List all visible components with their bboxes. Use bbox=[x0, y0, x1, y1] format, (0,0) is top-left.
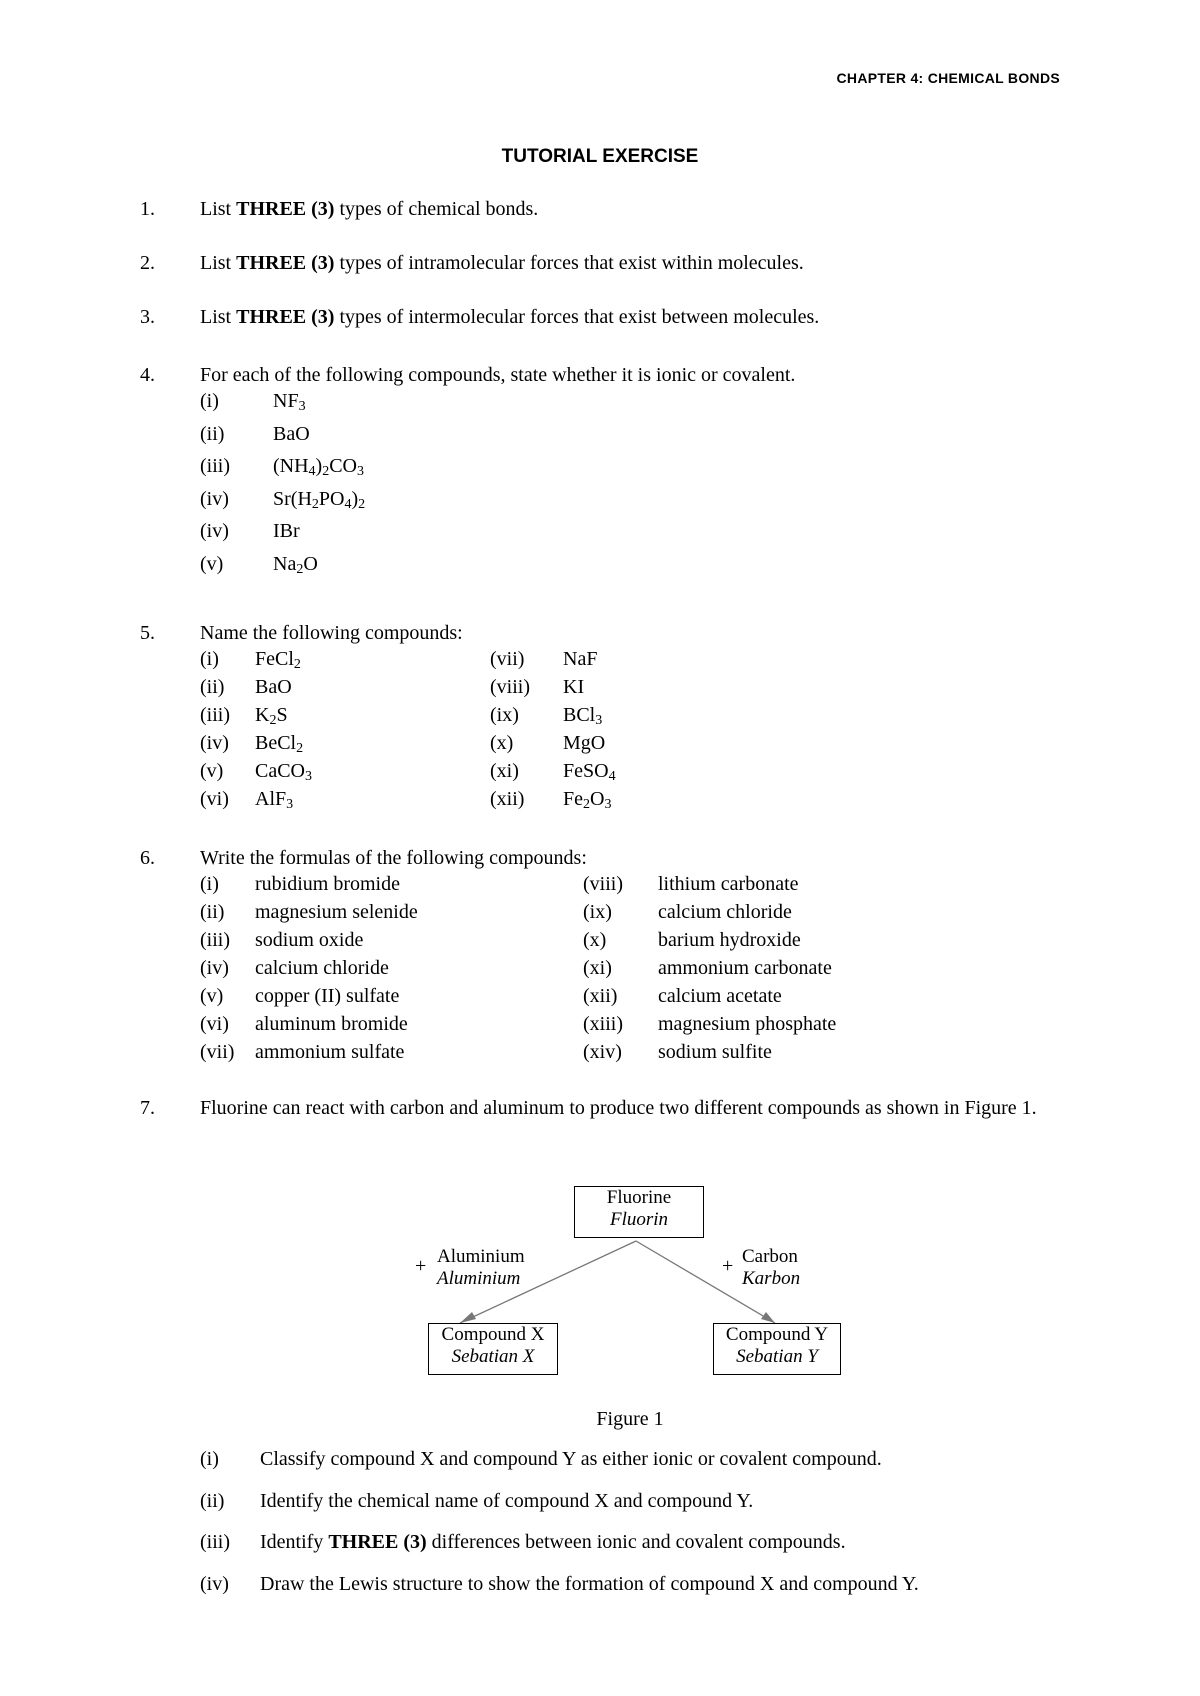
item-number: (x) bbox=[583, 929, 607, 951]
item-value: magnesium phosphate bbox=[658, 1013, 837, 1035]
subquestion-text: Identify the chemical name of compound X and compound Y. bbox=[260, 1489, 754, 1512]
item-value: CaCO$_3$ bbox=[255, 760, 312, 784]
item-value: $K_2S$ bbox=[255, 704, 288, 728]
item-value: $Fe_2O_3$ bbox=[563, 788, 612, 812]
item-value: IBr bbox=[273, 520, 300, 542]
item-number: (i) bbox=[200, 1448, 219, 1470]
aluminium-label: Aluminium Aluminium bbox=[437, 1246, 525, 1289]
item-number: (iv) bbox=[200, 520, 229, 542]
item-number: (xi) bbox=[490, 760, 519, 782]
item-value: FeCl$_2$ bbox=[255, 648, 301, 672]
item-value: FeSO$_4$ bbox=[563, 760, 616, 784]
item-value: BaO bbox=[255, 676, 292, 698]
question-7: 7. Fluorine can react with carbon and aluminum to produce two different compounds as shown in Figure 1. bbox=[140, 1097, 1037, 1119]
figure-caption: Figure 1 bbox=[596, 1408, 664, 1430]
page-title: TUTORIAL EXERCISE bbox=[501, 146, 699, 167]
question-5: 5. Name the following compounds: bbox=[140, 622, 463, 644]
item-value: MgO bbox=[563, 732, 606, 754]
item-value: AlF$_3$ bbox=[255, 788, 294, 812]
chapter-header: CHAPTER 4: CHEMICAL BONDS bbox=[836, 70, 1060, 86]
item-number: (viii) bbox=[583, 873, 623, 895]
compound-x-box: Compound X Sebatian X bbox=[428, 1323, 558, 1375]
item-value: magnesium selenide bbox=[255, 901, 418, 923]
question-number: 6. bbox=[140, 847, 155, 869]
item-number: (iv) bbox=[200, 957, 229, 979]
item-number: (vi) bbox=[200, 788, 229, 810]
question-6: 6. Write the formulas of the following compounds: bbox=[140, 847, 587, 869]
item-number: (vii) bbox=[490, 648, 525, 670]
item-value: sodium oxide bbox=[255, 929, 364, 951]
item-value: $Na_2O$ bbox=[273, 552, 318, 577]
subquestion-text: Identify THREE (3) differences between ionic and covalent compounds. bbox=[260, 1531, 846, 1553]
item-number: (xi) bbox=[583, 957, 612, 979]
item-value: BaO bbox=[273, 422, 310, 445]
item-value: $Sr(H_2PO_4)_2$ bbox=[273, 487, 366, 512]
question-number: 2. bbox=[140, 252, 155, 274]
item-number: (xii) bbox=[583, 985, 618, 1007]
item-value: rubidium bromide bbox=[255, 873, 400, 895]
item-number: (vi) bbox=[200, 1013, 229, 1035]
item-value: aluminum bromide bbox=[255, 1013, 408, 1035]
item-number: (v) bbox=[200, 985, 224, 1007]
item-value: sodium sulfite bbox=[658, 1041, 772, 1063]
subquestion-text: Classify compound X and compound Y as either ionic or covalent compound. bbox=[260, 1448, 882, 1470]
item-value: ammonium carbonate bbox=[658, 957, 832, 979]
compound-y-box: Compound Y Sebatian Y bbox=[713, 1323, 841, 1375]
item-value: copper (II) sulfate bbox=[255, 985, 400, 1007]
item-number: (viii) bbox=[490, 676, 530, 698]
item-number: (vii) bbox=[200, 1041, 235, 1063]
item-value: BCl$_3$ bbox=[563, 704, 603, 728]
question-number: 4. bbox=[140, 364, 155, 386]
item-number: (ix) bbox=[583, 901, 612, 923]
item-value: NaF bbox=[563, 648, 598, 670]
item-number: (ii) bbox=[200, 676, 225, 698]
question-3: 3. List THREE (3) types of intermolecular forces that exist between molecules. bbox=[140, 306, 820, 328]
item-number: (xii) bbox=[490, 788, 525, 810]
item-value: calcium chloride bbox=[255, 957, 389, 979]
item-value: calcium chloride bbox=[658, 901, 792, 923]
item-number: (iii) bbox=[200, 929, 230, 951]
item-value: $NF_3$ bbox=[273, 390, 306, 414]
item-number: (iv) bbox=[200, 1572, 229, 1595]
item-number: (iv) bbox=[200, 487, 229, 510]
item-number: (v) bbox=[200, 552, 224, 575]
item-value: BeCl$_2$ bbox=[255, 732, 304, 756]
figure-1-diagram bbox=[400, 1185, 860, 1380]
item-number: (ii) bbox=[200, 901, 225, 923]
item-value: KI bbox=[563, 676, 585, 698]
plus-sign: + bbox=[415, 1255, 427, 1277]
item-value: ammonium sulfate bbox=[255, 1041, 405, 1063]
question-1: 1. List THREE (3) types of chemical bonds. bbox=[140, 198, 539, 220]
item-number: (ii) bbox=[200, 1489, 225, 1512]
item-value: calcium acetate bbox=[658, 985, 782, 1007]
question-number: 5. bbox=[140, 622, 155, 644]
question-number: 7. bbox=[140, 1097, 155, 1119]
carbon-label: Carbon Karbon bbox=[742, 1246, 801, 1289]
item-value: barium hydroxide bbox=[658, 929, 801, 951]
item-number: (i) bbox=[200, 390, 219, 412]
item-number: (iii) bbox=[200, 704, 230, 726]
item-number: (xiii) bbox=[583, 1013, 623, 1035]
item-number: (x) bbox=[490, 732, 514, 754]
item-number: (iii) bbox=[200, 455, 230, 477]
item-number: (i) bbox=[200, 648, 219, 670]
item-number: (xiv) bbox=[583, 1041, 622, 1063]
plus-sign: + bbox=[722, 1255, 734, 1277]
item-number: (iii) bbox=[200, 1531, 230, 1553]
question-number: 3. bbox=[140, 306, 155, 328]
fluorine-box: Fluorine Fluorin bbox=[574, 1186, 704, 1238]
question-2: 2. List THREE (3) types of intramolecular forces that exist within molecules. bbox=[140, 252, 804, 274]
item-number: (v) bbox=[200, 760, 224, 782]
item-number: (iv) bbox=[200, 732, 229, 754]
item-number: (i) bbox=[200, 873, 219, 895]
item-value: lithium carbonate bbox=[658, 873, 799, 895]
item-number: (ii) bbox=[200, 422, 225, 445]
subquestion-text: Draw the Lewis structure to show the formation of compound X and compound Y. bbox=[260, 1572, 919, 1595]
item-value: $(NH_4)_2CO_3$ bbox=[273, 455, 365, 479]
item-number: (ix) bbox=[490, 704, 519, 726]
question-4: 4. For each of the following compounds, state whether it is ionic or covalent. bbox=[140, 364, 796, 386]
question-number: 1. bbox=[140, 198, 155, 220]
